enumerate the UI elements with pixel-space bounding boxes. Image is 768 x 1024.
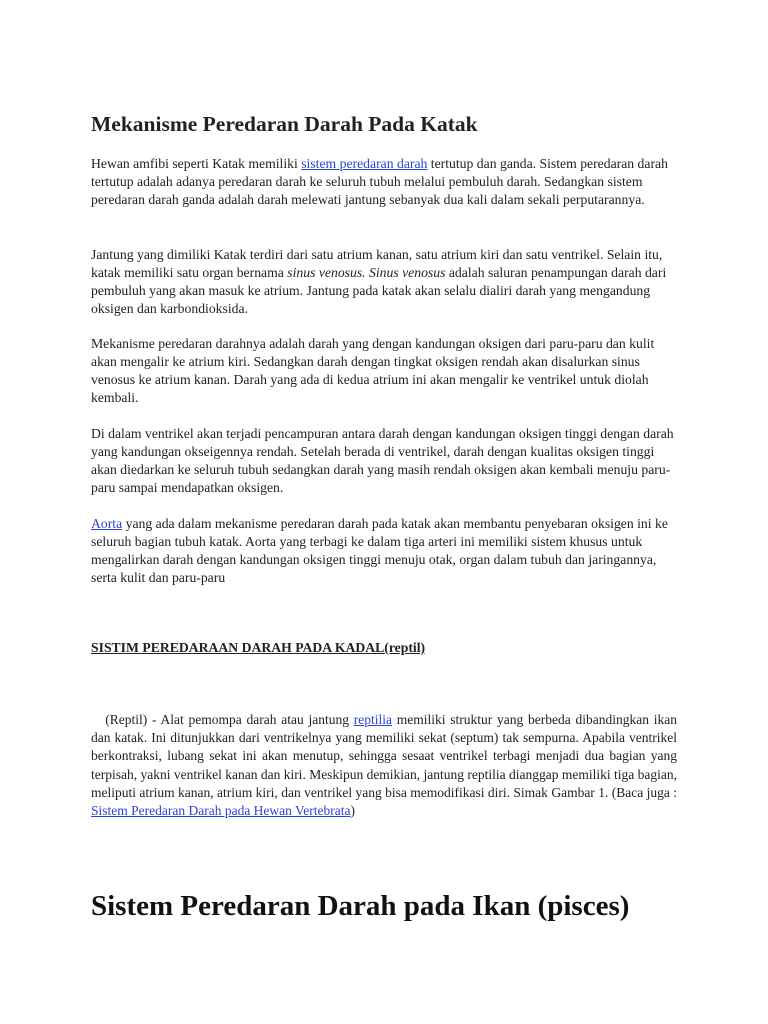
paragraph-text: memiliki struktur yang berbeda dibandingkan ikan dan katak. Ini ditunjukkan dari ventrikelnya yang memiliki sekat (septum) tak sempurna. Apabila ventrikel berkontraksi, lubang sekat ini akan menutup, sehingga sesaat ventrikel terbagi menjadi dua bagian yang terpisah, yakni ventrikel kanan dan kiri. Meskipun demikian, jantung reptilia dianggap memiliki tiga bagian, meliputi atrium kanan, atrium kiri, dan ventrikel yang bisa memodifikasi diri. Simak Gambar 1. (Baca juga : <box>91 712 677 800</box>
paragraph-jantung-katak <box>91 246 681 318</box>
paragraph-text: Hewan amfibi seperti Katak memiliki <box>91 156 302 171</box>
link-sistem-peredaran-darah-vertebrata[interactable]: Sistem Peredaran Darah pada Hewan Vertebrata <box>91 803 351 819</box>
paragraph-text: (Reptil) - Alat pemompa darah atau jantung <box>91 712 354 727</box>
paragraph-text: yang ada dalam mekanisme peredaran darah pada katak akan membantu penyebaran oksigen ini ke seluruh bagian tubuh katak. Aorta yang terbagi ke dalam tiga arteri ini memiliki sistem khusus untuk mengalirkan darah dengan kandungan oksigen tinggi menuju otak, organ dalam tubuh dan jaringannya, serta kulit dan paru-paru <box>91 516 668 585</box>
paragraph-ventrikel: Di dalam ventrikel akan terjadi pencampuran antara darah dengan kandungan oksigen tinggi dengan darah yang kandungan okseigennya rendah. Setelah berada di ventrikel, darah dengan kualitas oksigen tinggi akan diedarkan ke seluruh tubuh sedangkan darah yang masih rendah oksigen akan kembali menuju paru-paru sampai mendapatkan oksigen. <box>91 426 674 495</box>
paragraph-katak-intro <box>91 155 681 209</box>
paragraph-text: adalah saluran penampungan darah dari pembuluh yang akan masuk ke atrium. Jantung pada katak akan selalu dialiri darah yang mengandung oksigen dan karbondioksida. <box>91 265 667 316</box>
paragraph-mekanisme: Mekanisme peredaran darahnya adalah darah yang dengan kandungan oksigen dari paru-paru dan kulit akan mengalir ke atrium kiri. Sedangkan darah dengan tingkat oksigen rendah akan disalurkan sinus venosus ke atrium kanan. Darah yang ada di kedua atrium ini akan mengalir ke ventrikel untuk diolah kembali. <box>91 336 655 405</box>
link-reptilia[interactable]: reptilia <box>353 712 392 727</box>
paragraph-text: tertutup dan ganda. Sistem peredaran darah tertutup adalah adanya peredaran darah ke seluruh tubuh melalui pembuluh darah. Sedangkan sistem peredaran darah ganda adalah darah melewati jantung sebanyak dua kali dalam sekali perputarannya. <box>91 156 668 207</box>
paragraph-text: Jantung yang dimiliki Katak terdiri dari satu atrium kanan, satu atrium kiri dan satu ventrikel. Selain itu, katak memiliki satu organ bernama <box>91 247 663 280</box>
section-title-katak: Mekanisme Peredaran Darah Pada Katak <box>91 112 478 136</box>
section-title-kadal: SISTIM PEREDARAAN DARAH PADA KADAL(reptil) <box>91 640 426 655</box>
section-title-ikan: Sistem Peredaran Darah pada Ikan (pisces) <box>91 890 630 922</box>
paragraph-reptil <box>91 711 677 820</box>
paragraph-text: ) <box>350 803 356 819</box>
paragraph-aorta <box>91 515 681 587</box>
link-aorta[interactable]: Aorta <box>91 516 123 531</box>
link-sistem-peredaran-darah[interactable]: sistem peredaran darah <box>301 156 428 171</box>
italic-term-sinus-venosus: sinus venosus. Sinus venosus <box>287 265 446 280</box>
